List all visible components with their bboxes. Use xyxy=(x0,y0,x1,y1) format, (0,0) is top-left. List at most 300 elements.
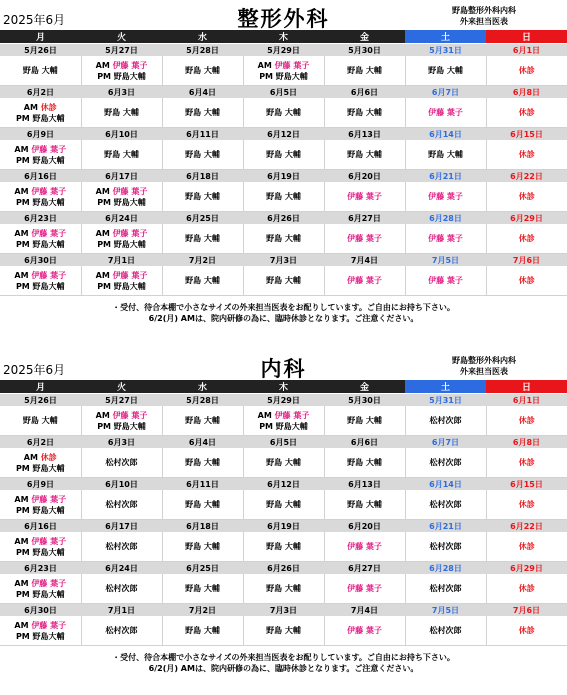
schedule-table xyxy=(0,30,567,296)
doctor-entry: 野島 大輔 xyxy=(347,458,382,467)
doctor-entry: 松村次郎 xyxy=(105,500,138,509)
doctor-entry: AM 伊藤 葉子 xyxy=(257,410,310,420)
shift-cell xyxy=(486,224,567,254)
date-cell: 5月31日 xyxy=(405,394,486,407)
shift-cell xyxy=(324,98,405,128)
doctor-entry: 松村次郎 xyxy=(105,626,138,635)
shift-cell xyxy=(486,574,567,604)
doctor-entry: 松村次郎 xyxy=(429,542,462,551)
date-cell: 6月15日 xyxy=(486,478,567,491)
shift-cell xyxy=(81,224,162,254)
date-cell: 6月9日 xyxy=(0,128,81,141)
doctor-entry: 伊藤 葉子 xyxy=(347,542,382,551)
doctor-entry: 休診 xyxy=(518,542,535,551)
doctor-entry: 休診 xyxy=(518,416,535,425)
doctor-entry: 野島 大輔 xyxy=(266,150,301,159)
doctor-entry: 野島 大輔 xyxy=(22,416,58,425)
weekday-header: 土 xyxy=(405,380,486,394)
doctor-entry: AM 伊藤 葉子 xyxy=(14,536,67,546)
doctor-entry: 松村次郎 xyxy=(429,416,462,425)
doctor-entry: 休診 xyxy=(518,626,535,635)
weekday-header: 火 xyxy=(81,380,162,394)
date-cell: 6月15日 xyxy=(486,128,567,141)
shift-cell xyxy=(0,616,81,646)
footer-line: ・受付、待合本棚で小さなサイズの外来担当医表をお配りしています。ご自由にお持ち下さい。 xyxy=(112,303,455,312)
doctor-entry: 野島 大輔 xyxy=(22,66,58,75)
weekday-header: 火 xyxy=(81,30,162,44)
doctor-entry: PM 野島大輔 xyxy=(259,71,308,81)
shift-cell xyxy=(81,140,162,170)
schedule-header xyxy=(0,0,567,30)
weekday-header: 木 xyxy=(243,380,324,394)
doctor-entry: AM 伊藤 葉子 xyxy=(14,578,67,588)
date-cell: 6月14日 xyxy=(405,478,486,491)
date-cell: 6月11日 xyxy=(162,128,243,141)
doctor-entry: 野島 大輔 xyxy=(185,626,220,635)
shift-cell xyxy=(405,616,486,646)
shift-cell xyxy=(324,140,405,170)
shift-cell xyxy=(324,574,405,604)
doctor-entry: 野島 大輔 xyxy=(266,500,301,509)
shift-cell xyxy=(324,448,405,478)
date-row xyxy=(0,436,567,449)
shift-cell xyxy=(405,574,486,604)
shift-cell xyxy=(162,490,243,520)
doctor-entry: 野島 大輔 xyxy=(185,150,220,159)
date-cell: 7月2日 xyxy=(162,254,243,267)
date-cell: 6月28日 xyxy=(405,212,486,225)
shift-cell xyxy=(405,182,486,212)
date-cell: 6月25日 xyxy=(162,562,243,575)
clinic-note xyxy=(429,355,539,377)
shift-cell xyxy=(81,574,162,604)
date-cell: 6月29日 xyxy=(486,212,567,225)
shift-cell xyxy=(162,56,243,86)
shift-cell xyxy=(243,574,324,604)
date-cell: 5月30日 xyxy=(324,44,405,57)
date-cell: 6月17日 xyxy=(81,170,162,183)
doctor-entry: 野島 大輔 xyxy=(185,66,220,75)
doctor-entry: 休診 xyxy=(518,458,535,467)
shift-cell xyxy=(486,406,567,436)
date-cell: 5月27日 xyxy=(81,394,162,407)
date-cell: 7月5日 xyxy=(405,604,486,617)
date-cell: 6月20日 xyxy=(324,170,405,183)
doctor-entry: 休診 xyxy=(518,234,535,243)
shift-cell xyxy=(405,448,486,478)
shift-cell xyxy=(324,532,405,562)
doctor-entry: 休診 xyxy=(518,500,535,509)
shift-row xyxy=(0,406,567,436)
date-row xyxy=(0,170,567,183)
date-cell: 7月3日 xyxy=(243,254,324,267)
date-cell: 6月2日 xyxy=(0,86,81,99)
doctor-entry: PM 野島大輔 xyxy=(15,463,65,473)
doctor-entry: AM 伊藤 葉子 xyxy=(14,270,67,280)
shift-cell xyxy=(324,490,405,520)
date-cell: 6月22日 xyxy=(486,170,567,183)
shift-cell xyxy=(486,616,567,646)
shift-cell xyxy=(81,532,162,562)
doctor-entry: 伊藤 葉子 xyxy=(347,192,382,201)
date-cell: 6月18日 xyxy=(162,520,243,533)
doctor-entry: 野島 大輔 xyxy=(266,458,301,467)
date-cell: 6月26日 xyxy=(243,562,324,575)
date-cell: 5月27日 xyxy=(81,44,162,57)
doctor-entry: 休診 xyxy=(518,108,535,117)
doctor-entry: 野島 大輔 xyxy=(185,234,220,243)
shift-cell xyxy=(0,574,81,604)
clinic-name: 野島整形外科内科 xyxy=(452,6,516,15)
footer-line: 6/2(月) AMは、院内研修の為に、臨時休診となります。ご注意ください。 xyxy=(148,664,419,673)
doctor-entry: 野島 大輔 xyxy=(266,626,301,635)
schedule-caption: 外来担当医表 xyxy=(460,17,508,26)
shift-cell xyxy=(243,532,324,562)
date-cell: 6月5日 xyxy=(243,436,324,449)
doctor-entry: 松村次郎 xyxy=(429,458,462,467)
year-month-label: 2025年6月 xyxy=(3,13,66,27)
shift-cell xyxy=(162,224,243,254)
date-cell: 6月10日 xyxy=(81,478,162,491)
doctor-entry: 野島 大輔 xyxy=(104,150,139,159)
date-cell: 6月23日 xyxy=(0,562,81,575)
shift-cell xyxy=(81,266,162,296)
shift-cell xyxy=(81,56,162,86)
doctor-entry: 野島 大輔 xyxy=(347,416,382,425)
shift-cell xyxy=(162,140,243,170)
shift-cell xyxy=(243,56,324,86)
shift-cell xyxy=(0,406,81,436)
date-row xyxy=(0,394,567,407)
shift-cell xyxy=(324,266,405,296)
shift-cell xyxy=(81,616,162,646)
shift-cell xyxy=(486,98,567,128)
doctor-entry: 伊藤 葉子 xyxy=(428,276,463,285)
shift-cell xyxy=(243,406,324,436)
shift-cell xyxy=(324,616,405,646)
date-row xyxy=(0,254,567,267)
date-cell: 5月29日 xyxy=(243,44,324,57)
date-cell: 7月1日 xyxy=(81,254,162,267)
doctor-entry: AM 伊藤 葉子 xyxy=(14,620,67,630)
doctor-entry: AM 伊藤 葉子 xyxy=(95,186,148,196)
shift-cell xyxy=(486,182,567,212)
doctor-entry: AM 伊藤 葉子 xyxy=(95,60,148,70)
date-cell: 6月4日 xyxy=(162,436,243,449)
year-month-label: 2025年6月 xyxy=(3,363,66,377)
doctor-entry: 伊藤 葉子 xyxy=(347,626,382,635)
department-title: 整形外科 xyxy=(237,7,330,31)
doctor-entry: 休診 xyxy=(518,66,535,75)
shift-cell xyxy=(0,182,81,212)
date-row xyxy=(0,44,567,57)
date-cell: 6月24日 xyxy=(81,562,162,575)
doctor-entry: 休診 xyxy=(518,584,535,593)
date-cell: 6月3日 xyxy=(81,436,162,449)
doctor-entry: 野島 大輔 xyxy=(185,542,220,551)
shift-cell xyxy=(405,98,486,128)
doctor-entry: 休診 xyxy=(518,192,535,201)
doctor-entry: PM 野島大輔 xyxy=(15,197,65,207)
date-cell: 6月12日 xyxy=(243,478,324,491)
shift-cell xyxy=(324,182,405,212)
doctor-entry: 野島 大輔 xyxy=(428,150,463,159)
weekday-header: 月 xyxy=(0,30,81,44)
doctor-entry: PM 野島大輔 xyxy=(97,281,146,291)
doctor-entry: 野島 大輔 xyxy=(266,584,301,593)
footer-notes xyxy=(0,652,567,674)
doctor-entry: 休診 xyxy=(518,276,535,285)
date-cell: 6月2日 xyxy=(0,436,81,449)
shift-cell xyxy=(0,98,81,128)
date-cell: 5月31日 xyxy=(405,44,486,57)
doctor-entry: PM 野島大輔 xyxy=(97,197,146,207)
shift-cell xyxy=(243,98,324,128)
date-cell: 6月24日 xyxy=(81,212,162,225)
date-row xyxy=(0,562,567,575)
internal-medicine-schedule xyxy=(0,350,567,674)
shift-cell xyxy=(81,490,162,520)
weekday-header: 日 xyxy=(486,380,567,394)
weekday-header: 月 xyxy=(0,380,81,394)
doctor-entry: 松村次郎 xyxy=(429,584,462,593)
shift-cell xyxy=(162,98,243,128)
date-row xyxy=(0,478,567,491)
schedule-table xyxy=(0,380,567,646)
date-cell: 6月18日 xyxy=(162,170,243,183)
shift-row xyxy=(0,490,567,520)
doctor-entry: 野島 大輔 xyxy=(185,500,220,509)
date-row xyxy=(0,212,567,225)
date-cell: 6月9日 xyxy=(0,478,81,491)
doctor-entry: PM 野島大輔 xyxy=(259,421,308,431)
date-row xyxy=(0,520,567,533)
doctor-entry: 野島 大輔 xyxy=(185,108,220,117)
shift-cell xyxy=(243,490,324,520)
doctor-entry: 伊藤 葉子 xyxy=(428,234,463,243)
shift-cell xyxy=(486,448,567,478)
date-cell: 6月13日 xyxy=(324,478,405,491)
date-cell: 7月6日 xyxy=(486,254,567,267)
date-cell: 6月16日 xyxy=(0,170,81,183)
weekday-header: 土 xyxy=(405,30,486,44)
date-cell: 7月2日 xyxy=(162,604,243,617)
doctor-entry: PM 野島大輔 xyxy=(15,589,65,599)
doctor-entry: PM 野島大輔 xyxy=(15,631,65,641)
date-cell: 6月5日 xyxy=(243,86,324,99)
weekday-header: 木 xyxy=(243,30,324,44)
doctor-entry: 野島 大輔 xyxy=(104,108,139,117)
date-cell: 6月29日 xyxy=(486,562,567,575)
shift-row xyxy=(0,616,567,646)
doctor-entry: 野島 大輔 xyxy=(266,276,301,285)
shift-cell xyxy=(81,98,162,128)
shift-cell xyxy=(405,406,486,436)
date-cell: 6月21日 xyxy=(405,520,486,533)
schedule-header xyxy=(0,350,567,380)
date-cell: 6月21日 xyxy=(405,170,486,183)
doctor-entry: 松村次郎 xyxy=(105,542,138,551)
doctor-entry: AM 伊藤 葉子 xyxy=(14,494,67,504)
doctor-entry: AM 伊藤 葉子 xyxy=(14,186,67,196)
doctor-entry: 伊藤 葉子 xyxy=(347,276,382,285)
doctor-entry: 野島 大輔 xyxy=(185,584,220,593)
date-cell: 6月10日 xyxy=(81,128,162,141)
date-cell: 6月7日 xyxy=(405,86,486,99)
shift-cell xyxy=(486,56,567,86)
date-cell: 6月16日 xyxy=(0,520,81,533)
doctor-entry: 野島 大輔 xyxy=(185,458,220,467)
shift-cell xyxy=(324,56,405,86)
doctor-entry: 野島 大輔 xyxy=(266,108,301,117)
weekday-header: 水 xyxy=(162,380,243,394)
shift-cell xyxy=(0,490,81,520)
shift-cell xyxy=(405,224,486,254)
date-row xyxy=(0,128,567,141)
shift-row xyxy=(0,574,567,604)
doctor-entry: AM 伊藤 葉子 xyxy=(257,60,310,70)
shift-row xyxy=(0,224,567,254)
shift-cell xyxy=(0,140,81,170)
date-cell: 6月1日 xyxy=(486,44,567,57)
doctor-entry: AM 伊藤 葉子 xyxy=(95,410,148,420)
date-cell: 6月12日 xyxy=(243,128,324,141)
shift-cell xyxy=(162,532,243,562)
doctor-entry: 休診 xyxy=(518,150,535,159)
date-cell: 6月1日 xyxy=(486,394,567,407)
shift-row xyxy=(0,56,567,86)
doctor-entry: 松村次郎 xyxy=(429,626,462,635)
footer-line: 6/2(月) AMは、院内研修の為に、臨時休診となります。ご注意ください。 xyxy=(148,314,419,323)
date-cell: 6月20日 xyxy=(324,520,405,533)
shift-cell xyxy=(486,266,567,296)
doctor-entry: 伊藤 葉子 xyxy=(428,192,463,201)
shift-cell xyxy=(162,182,243,212)
shift-cell xyxy=(81,406,162,436)
date-cell: 6月8日 xyxy=(486,436,567,449)
shift-cell xyxy=(243,182,324,212)
shift-cell xyxy=(405,266,486,296)
shift-cell xyxy=(0,56,81,86)
shift-cell xyxy=(162,574,243,604)
doctor-entry: 野島 大輔 xyxy=(347,66,382,75)
date-cell: 6月23日 xyxy=(0,212,81,225)
date-cell: 6月30日 xyxy=(0,254,81,267)
shift-row xyxy=(0,182,567,212)
shift-cell xyxy=(324,224,405,254)
doctor-entry: 伊藤 葉子 xyxy=(347,584,382,593)
date-cell: 5月30日 xyxy=(324,394,405,407)
date-row xyxy=(0,86,567,99)
date-cell: 6月26日 xyxy=(243,212,324,225)
shift-cell xyxy=(486,532,567,562)
shift-cell xyxy=(0,266,81,296)
doctor-entry: 野島 大輔 xyxy=(185,276,220,285)
shift-cell xyxy=(243,224,324,254)
shift-cell xyxy=(162,616,243,646)
shift-row xyxy=(0,98,567,128)
shift-cell xyxy=(162,406,243,436)
shift-cell xyxy=(243,140,324,170)
doctor-entry: 野島 大輔 xyxy=(185,192,220,201)
department-title: 内科 xyxy=(260,357,307,381)
doctor-entry: AM 伊藤 葉子 xyxy=(95,228,148,238)
date-cell: 5月28日 xyxy=(162,394,243,407)
date-cell: 6月19日 xyxy=(243,170,324,183)
shift-cell xyxy=(0,448,81,478)
shift-cell xyxy=(405,532,486,562)
date-cell: 6月7日 xyxy=(405,436,486,449)
doctor-entry: 野島 大輔 xyxy=(266,234,301,243)
shift-cell xyxy=(243,616,324,646)
date-cell: 6月6日 xyxy=(324,436,405,449)
date-cell: 6月30日 xyxy=(0,604,81,617)
doctor-entry: 松村次郎 xyxy=(105,458,138,467)
doctor-entry: 野島 大輔 xyxy=(266,542,301,551)
shift-cell xyxy=(405,490,486,520)
doctor-entry: AM 伊藤 葉子 xyxy=(14,144,67,154)
doctor-entry: 野島 大輔 xyxy=(185,416,220,425)
doctor-entry: PM 野島大輔 xyxy=(15,547,65,557)
doctor-entry: 伊藤 葉子 xyxy=(428,108,463,117)
doctor-entry: 野島 大輔 xyxy=(428,66,463,75)
orthopedics-schedule xyxy=(0,0,567,324)
date-cell: 7月4日 xyxy=(324,254,405,267)
schedule-caption: 外来担当医表 xyxy=(460,367,508,376)
date-cell: 6月27日 xyxy=(324,212,405,225)
date-cell: 7月5日 xyxy=(405,254,486,267)
shift-cell xyxy=(405,56,486,86)
shift-cell xyxy=(81,448,162,478)
date-cell: 6月11日 xyxy=(162,478,243,491)
weekday-header: 水 xyxy=(162,30,243,44)
doctor-entry: 伊藤 葉子 xyxy=(347,234,382,243)
date-row xyxy=(0,604,567,617)
doctor-entry: PM 野島大輔 xyxy=(97,421,146,431)
shift-cell xyxy=(243,266,324,296)
shift-cell xyxy=(405,140,486,170)
doctor-entry: 松村次郎 xyxy=(105,584,138,593)
weekday-header: 日 xyxy=(486,30,567,44)
date-cell: 5月29日 xyxy=(243,394,324,407)
doctor-entry: 野島 大輔 xyxy=(266,192,301,201)
shift-row xyxy=(0,140,567,170)
date-cell: 6月22日 xyxy=(486,520,567,533)
clinic-note xyxy=(429,5,539,27)
doctor-entry: 野島 大輔 xyxy=(347,500,382,509)
date-cell: 6月14日 xyxy=(405,128,486,141)
shift-cell xyxy=(324,406,405,436)
footer-line: ・受付、待合本棚で小さなサイズの外来担当医表をお配りしています。ご自由にお持ち下さい。 xyxy=(112,653,455,662)
date-cell: 7月4日 xyxy=(324,604,405,617)
doctor-entry: AM 休診 xyxy=(23,102,57,112)
footer-notes xyxy=(0,302,567,324)
date-cell: 6月6日 xyxy=(324,86,405,99)
date-cell: 6月27日 xyxy=(324,562,405,575)
doctor-entry: AM 伊藤 葉子 xyxy=(95,270,148,280)
date-cell: 5月26日 xyxy=(0,394,81,407)
date-cell: 5月26日 xyxy=(0,44,81,57)
shift-cell xyxy=(486,490,567,520)
doctor-entry: PM 野島大輔 xyxy=(97,239,146,249)
shift-row xyxy=(0,448,567,478)
shift-row xyxy=(0,532,567,562)
doctor-entry: AM 休診 xyxy=(23,452,57,462)
date-cell: 6月19日 xyxy=(243,520,324,533)
date-cell: 6月4日 xyxy=(162,86,243,99)
shift-cell xyxy=(0,532,81,562)
shift-cell xyxy=(162,448,243,478)
